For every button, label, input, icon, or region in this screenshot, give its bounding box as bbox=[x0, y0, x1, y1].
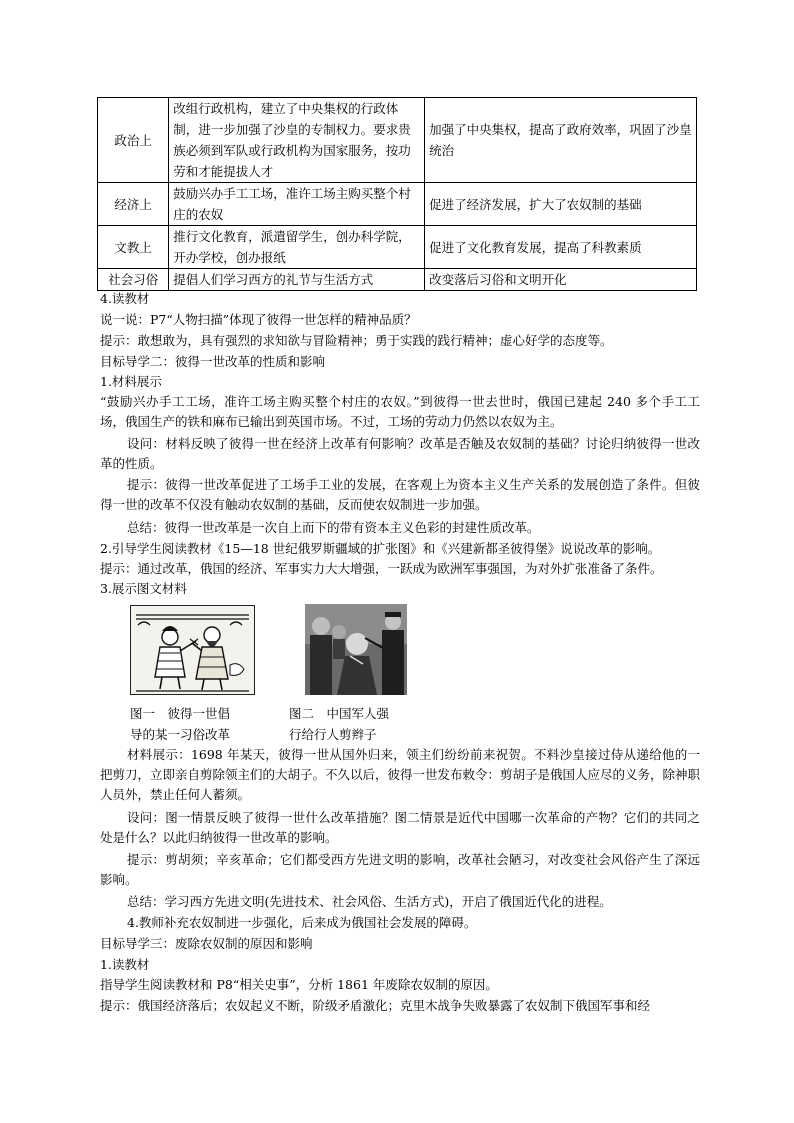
paragraph: 提示：俄国经济落后；农奴起义不断，阶级矛盾激化；克里木战争失败暴露了农奴制下俄国军事和经 bbox=[100, 998, 651, 1013]
table-cell-effect: 加强了中央集权，提高了政府效率，巩固了沙皇统治 bbox=[425, 98, 697, 183]
figure-2-caption: 图二 中国军人强 bbox=[289, 706, 390, 721]
paragraph: 2.引导学生阅读教材《15—18 世纪俄罗斯疆域的扩张图》和《兴建新都圣彼得堡》说说改革的影响。 bbox=[100, 541, 661, 556]
queue-cutting-photo bbox=[305, 604, 407, 695]
paragraph: 总结：学习西方先进文明(先进技术、社会风俗、生活方式)，开启了俄国近代化的进程。 bbox=[127, 894, 612, 909]
table-row bbox=[98, 269, 697, 291]
table-cell-measure: 提倡人们学习西方的礼节与生活方式 bbox=[169, 269, 425, 291]
table-cell-aspect: 政治上 bbox=[98, 98, 169, 183]
paragraph: 设问：材料反映了彼得一世在经济上改革有何影响？改革是否触及农奴制的基础？讨论归纳彼得一世改革的性质。 bbox=[100, 436, 700, 471]
figure-2-caption: 行给行人剪辫子 bbox=[289, 727, 377, 742]
figure-1-caption: 图一 彼得一世倡 bbox=[130, 706, 231, 721]
table-cell-effect: 促进了经济发展，扩大了农奴制的基础 bbox=[425, 183, 697, 226]
section-heading: 1.读教材 bbox=[100, 957, 150, 972]
paragraph: 提示：通过改革，俄国的经济、军事实力大大增强，一跃成为欧洲军事强国，为对外扩张准备了条件。 bbox=[100, 561, 663, 576]
table-cell-aspect: 文教上 bbox=[98, 226, 169, 269]
paragraph: 提示：剪胡须；辛亥革命；它们都受西方先进文明的影响，改革社会陋习，对改变社会风俗产生了深远影响。 bbox=[100, 852, 700, 887]
section-heading: 4.读教材 bbox=[100, 291, 150, 306]
table-row bbox=[98, 183, 697, 226]
table-cell-effect: 改变落后习俗和文明开化 bbox=[425, 269, 697, 291]
table-row bbox=[98, 98, 697, 183]
reform-table bbox=[97, 97, 697, 291]
table-cell-effect: 促进了文化教育发展，提高了科教素质 bbox=[425, 226, 697, 269]
paragraph: 总结：彼得一世改革是一次自上而下的带有资本主义色彩的封建性质改革。 bbox=[127, 520, 540, 535]
paragraph: 提示：彼得一世改革促进了工场手工业的发展，在客观上为资本主义生产关系的发展创造了条件。但彼得一世的改革不仅没有触动农奴制的基础，反而使农奴制进一步加强。 bbox=[100, 477, 700, 512]
paragraph: 提示：敢想敢为，具有强烈的求知欲与冒险精神；勇于实践的践行精神；虚心好学的态度等。 bbox=[100, 333, 613, 348]
figure-2-image bbox=[305, 604, 407, 695]
section-heading: 目标导学二：彼得一世改革的性质和影响 bbox=[100, 354, 326, 369]
section-heading: 3.展示图文材料 bbox=[100, 581, 187, 596]
figure-1-image bbox=[130, 605, 255, 695]
table-cell-aspect: 经济上 bbox=[98, 183, 169, 226]
beard-cutting-engraving bbox=[130, 605, 255, 695]
figure-1-caption: 导的某一习俗改革 bbox=[130, 727, 231, 742]
table-row bbox=[98, 226, 697, 269]
paragraph: 说一说：P7“人物扫描”体现了彼得一世怎样的精神品质？ bbox=[100, 312, 417, 327]
table-cell-measure: 推行文化教育，派遣留学生，创办科学院，开办学校，创办报纸 bbox=[169, 226, 425, 269]
table-cell-aspect: 社会习俗 bbox=[98, 269, 169, 291]
paragraph: 设问：图一情景反映了彼得一世什么改革措施？图二情景是近代中国哪一次革命的产物？它们的共同之处是什么？以此归纳彼得一世改革的影响。 bbox=[100, 810, 700, 845]
section-heading: 目标导学三：废除农奴制的原因和影响 bbox=[100, 936, 313, 951]
section-heading: 1.材料展示 bbox=[100, 374, 162, 389]
table-cell-measure: 改组行政机构，建立了中央集权的行政体制，进一步加强了沙皇的专制权力。要求贵族必须到军队或行政机构为国家服务，按功劳和才能提拔人才 bbox=[169, 98, 425, 183]
paragraph: 材料展示：1698 年某天，彼得一世从国外归来，领主们纷纷前来祝贺。不料沙皇接过侍从递给他的一把剪刀，立即亲自剪除领主们的大胡子。不久以后，彼得一世发布敕令：剪胡子是俄国人应尽的义务，除神职人员外，禁止任何人蓄须。 bbox=[100, 747, 701, 802]
paragraph: 4.教师补充农奴制进一步强化，后来成为俄国社会发展的障碍。 bbox=[127, 915, 477, 930]
paragraph: 指导学生阅读教材和 P8“相关史事”，分析 1861 年废除农奴制的原因。 bbox=[100, 977, 498, 992]
paragraph: “鼓励兴办手工工场，准许工场主购买整个村庄的农奴。”到彼得一世去世时，俄国已建起 240 多个手工工场，俄国生产的铁和麻布已输出到英国市场。不过，工场的劳动力仍然以农奴为主。 bbox=[100, 394, 700, 429]
table-cell-measure: 鼓励兴办手工工场，准许工场主购买整个村庄的农奴 bbox=[169, 183, 425, 226]
